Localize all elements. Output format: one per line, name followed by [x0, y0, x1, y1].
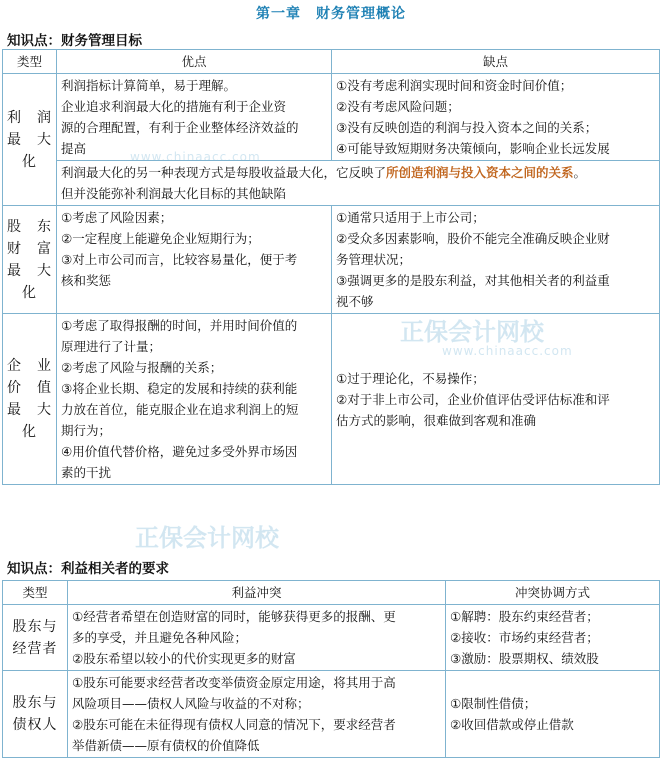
profit-cons: ①没有考虑利润实现时间和资金时间价值； ②没有考虑风险问题； ③没有反映创造的利润与投入资本之间的关系； ④可能导致短期财务决策倾向，影响企业长远发展 [332, 74, 660, 161]
header-cons: 缺点 [332, 50, 660, 74]
enterprise-pros: ①考虑了取得报酬的时间，并用时间价值的 原理进行了计量； ②考虑了风险与报酬的关系； ③将企业长期、稳定的发展和持续的获利能 力放在首位，能克服企业在追求利润上的短 期行为； ④用价值代替价格，避免过多受外界市场因 素的干扰 [57, 314, 332, 485]
table-row [3, 206, 660, 314]
profit-pros: 利润指标计算简单，易于理解。 企业追求利润最大化的措施有利于企业资 源的合理配置，有利于企业整体经济效益的 提高 [57, 74, 332, 161]
creditors-resolve: ①限制性借债； ②收回借款或停止借款 [446, 671, 660, 758]
table-header-row [3, 50, 660, 74]
profit-note: 利润最大化的另一种表现方式是每股收益最大化，它反映了所创造利润与投入资本之间的关系。 但并没能弥补利润最大化目标的其他缺陷 [57, 161, 660, 206]
emphasis-text: 所创造利润与投入资本之间的关系 [386, 165, 574, 180]
type-shareholder-max: 股 东 财 富 最 大 化 [3, 206, 57, 314]
header-conflict: 利益冲突 [68, 581, 446, 605]
stakeholders-table [2, 580, 660, 758]
table-row [3, 605, 660, 671]
shareholder-cons: ①通常只适用于上市公司； ②受众多因素影响，股价不能完全准确反映企业财 务管理状况； ③强调更多的是股东利益，对其他相关者的利益重 视不够 [332, 206, 660, 314]
type-enterprise-max: 企 业 价 值 最 大 化 [3, 314, 57, 485]
watermark-brand: 正保会计网校 [135, 524, 279, 552]
table-row [3, 314, 660, 485]
chapter-title: 第一章 财务管理概论 [256, 6, 406, 22]
table-header-row [3, 581, 660, 605]
type-shareholder-manager: 股东与 经营者 [3, 605, 68, 671]
type-profit-max: 利 润 最 大 化 [3, 74, 57, 206]
table-row [3, 671, 660, 758]
enterprise-cons: ①过于理论化，不易操作； ②对于非上市公司，企业价值评估受评估标准和评 估方式的影响，很难做到客观和准确 [332, 314, 660, 485]
type-shareholder-creditor: 股东与 债权人 [3, 671, 68, 758]
goals-table [2, 49, 660, 485]
shareholder-pros: ①考虑了风险因素； ②一定程度上能避免企业短期行为； ③对上市公司而言，比较容易量化，便于考 核和奖惩 [57, 206, 332, 314]
managers-conflict: ①经营者希望在创造财富的同时，能够获得更多的报酬、更 多的享受，并且避免各种风险； ②股东希望以较小的代价实现更多的财富 [68, 605, 446, 671]
header-type: 类型 [3, 581, 68, 605]
header-resolve: 冲突协调方式 [446, 581, 660, 605]
creditors-conflict: ①股东可能要求经营者改变举债资金原定用途，将其用于高 风险项目——债权人风险与收益的不对称； ②股东可能在未征得现有债权人同意的情况下，要求经营者 举借新债——原有债权的价值降低 [68, 671, 446, 758]
section-title-stakeholders: 知识点：利益相关者的要求 [7, 561, 169, 577]
header-type: 类型 [3, 50, 57, 74]
header-pros: 优点 [57, 50, 332, 74]
watermark-brand: 正保会计网校 [400, 318, 544, 346]
watermark-url: www.chinaacc.com [130, 150, 261, 164]
watermark-url: www.chinaacc.com [442, 344, 573, 358]
table-row [3, 74, 660, 161]
managers-resolve: ①解聘：股东约束经营者； ②接收：市场约束经营者； ③激励：股票期权、绩效股 [446, 605, 660, 671]
table-row [3, 161, 660, 206]
section-title-goals: 知识点：财务管理目标 [7, 33, 142, 49]
